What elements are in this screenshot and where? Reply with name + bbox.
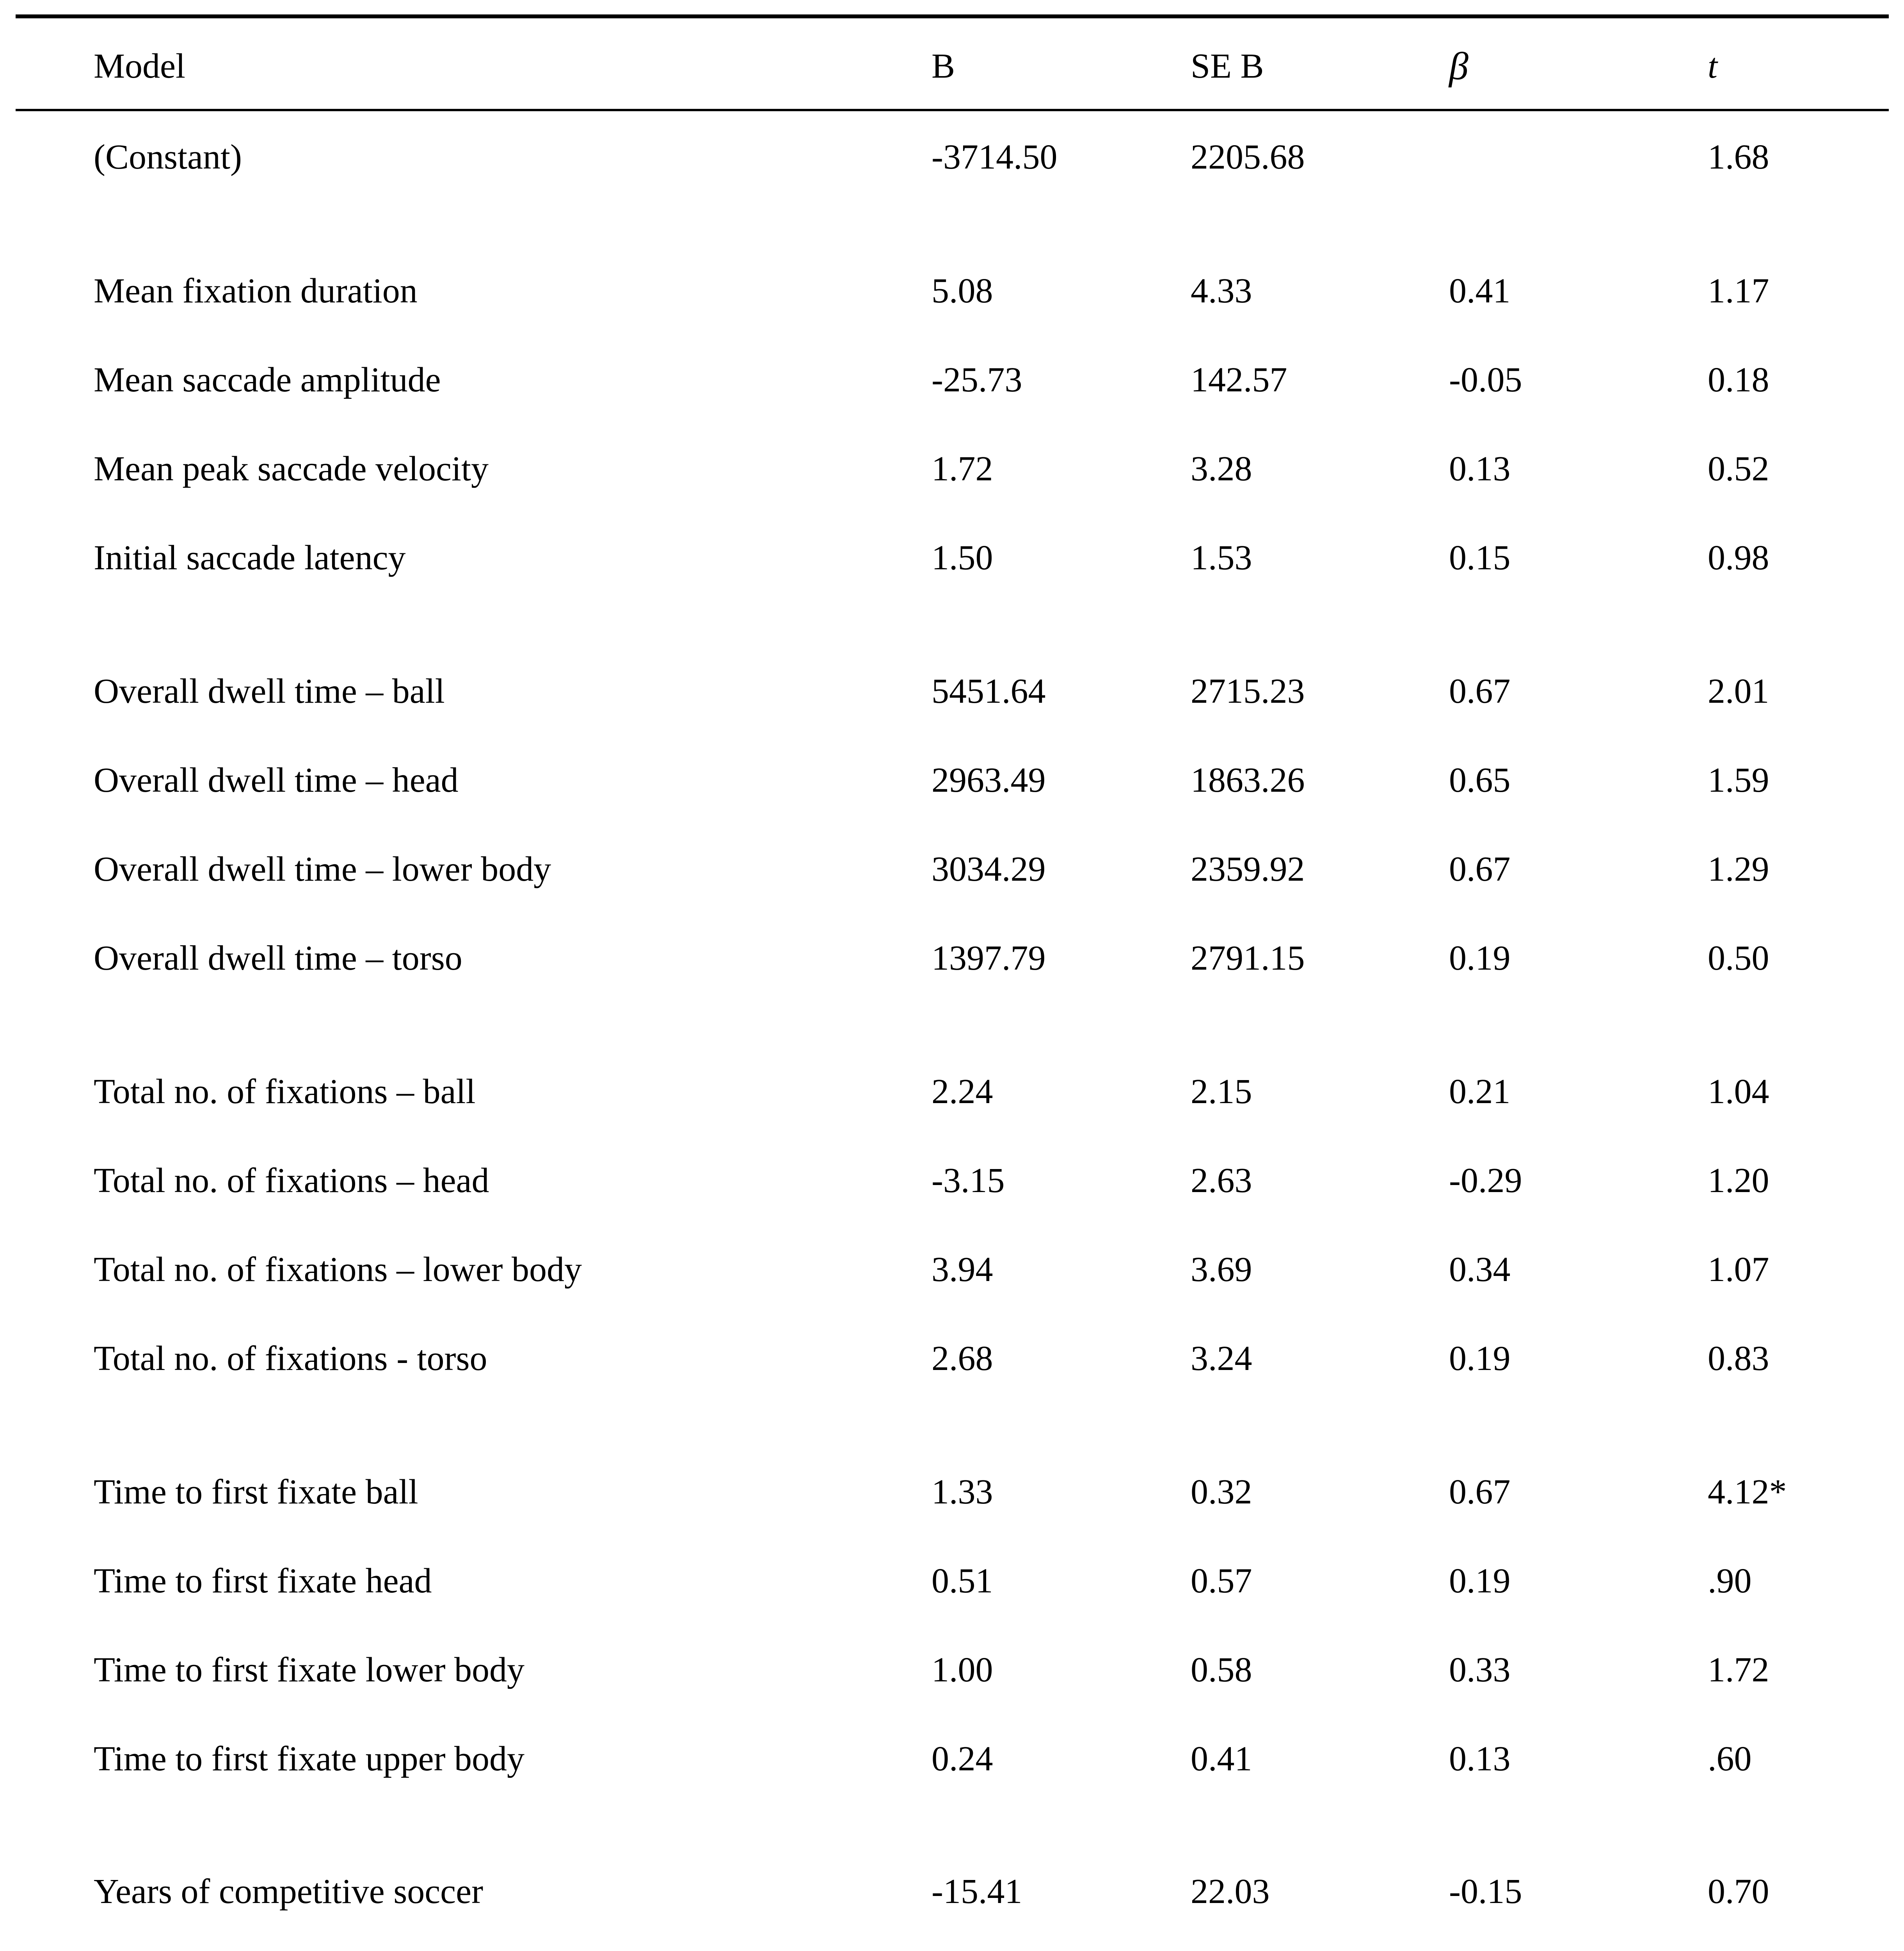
row-se-b: 3.24: [1191, 1339, 1252, 1378]
row-t: 0.70: [1708, 1872, 1769, 1911]
row-t: .90: [1708, 1562, 1752, 1600]
row-t: 1.20: [1708, 1161, 1769, 1200]
row-b: 1.33: [932, 1473, 993, 1511]
row-label: Total no. of fixations - torso: [94, 1339, 487, 1378]
row-label: Mean saccade amplitude: [94, 361, 441, 399]
row-beta: 0.19: [1449, 1562, 1511, 1600]
row-t: 0.83: [1708, 1339, 1769, 1378]
row-t: 1.68: [1708, 138, 1769, 176]
row-beta: 0.65: [1449, 761, 1511, 800]
row-beta: 0.19: [1449, 1339, 1511, 1378]
row-b: 0.51: [932, 1562, 993, 1600]
row-se-b: 0.32: [1191, 1473, 1252, 1511]
row-se-b: 2.63: [1191, 1161, 1252, 1200]
row-b: 3034.29: [932, 850, 1046, 888]
header-b: B: [932, 47, 955, 85]
row-beta: -0.05: [1449, 361, 1522, 399]
row-label: Mean fixation duration: [94, 272, 418, 310]
row-t: 1.59: [1708, 761, 1769, 800]
row-b: 2.68: [932, 1339, 993, 1378]
row-b: 2963.49: [932, 761, 1046, 800]
row-b: -3714.50: [932, 138, 1058, 176]
row-b: 5.08: [932, 272, 993, 310]
header-rule: [16, 109, 1889, 111]
row-label: Time to first fixate head: [94, 1562, 432, 1600]
row-beta: 0.67: [1449, 672, 1511, 711]
row-b: 1.50: [932, 538, 993, 577]
row-se-b: 22.03: [1191, 1872, 1270, 1911]
row-t: 1.72: [1708, 1651, 1769, 1689]
header-se-b: SE B: [1191, 47, 1264, 85]
row-b: 1397.79: [932, 939, 1046, 977]
row-se-b: 3.28: [1191, 450, 1252, 488]
row-label: Overall dwell time – torso: [94, 939, 462, 977]
row-b: 0.24: [932, 1740, 993, 1778]
row-beta: 0.34: [1449, 1250, 1511, 1289]
row-label: Time to first fixate ball: [94, 1473, 418, 1511]
header-t: t: [1708, 47, 1718, 85]
row-beta: 0.15: [1449, 538, 1511, 577]
row-beta: 0.41: [1449, 272, 1511, 310]
header-model: Model: [94, 47, 185, 85]
row-se-b: 2.15: [1191, 1072, 1252, 1111]
row-label: Mean peak saccade velocity: [94, 450, 489, 488]
row-se-b: 2205.68: [1191, 138, 1305, 176]
row-b: -3.15: [932, 1161, 1005, 1200]
row-label: Total no. of fixations – lower body: [94, 1250, 582, 1289]
row-b: 3.94: [932, 1250, 993, 1289]
row-se-b: 142.57: [1191, 361, 1287, 399]
row-t: 4.12*: [1708, 1473, 1787, 1511]
row-label: Overall dwell time – head: [94, 761, 459, 800]
row-b: -15.41: [932, 1872, 1022, 1911]
row-se-b: 1863.26: [1191, 761, 1305, 800]
table-top-rule: [16, 14, 1889, 18]
header-beta: β: [1449, 44, 1468, 88]
row-t: 1.29: [1708, 850, 1769, 888]
row-t: 0.98: [1708, 538, 1769, 577]
row-label: Initial saccade latency: [94, 538, 406, 577]
row-label: Time to first fixate lower body: [94, 1651, 525, 1689]
row-se-b: 1.53: [1191, 538, 1252, 577]
row-se-b: 2791.15: [1191, 939, 1305, 977]
row-t: 0.18: [1708, 361, 1769, 399]
row-label: Time to first fixate upper body: [94, 1740, 525, 1778]
row-b: 1.00: [932, 1651, 993, 1689]
row-b: 1.72: [932, 450, 993, 488]
row-se-b: 2359.92: [1191, 850, 1305, 888]
row-se-b: 3.69: [1191, 1250, 1252, 1289]
row-beta: 0.33: [1449, 1651, 1511, 1689]
row-label: (Constant): [94, 138, 242, 176]
row-t: 1.04: [1708, 1072, 1769, 1111]
row-label: Total no. of fixations – ball: [94, 1072, 476, 1111]
row-t: 1.07: [1708, 1250, 1769, 1289]
row-se-b: 2715.23: [1191, 672, 1305, 711]
row-beta: 0.13: [1449, 1740, 1511, 1778]
row-t: 0.50: [1708, 939, 1769, 977]
row-beta: 0.19: [1449, 939, 1511, 977]
row-beta: -0.15: [1449, 1872, 1522, 1911]
row-t: 0.52: [1708, 450, 1769, 488]
row-se-b: 0.57: [1191, 1562, 1252, 1600]
row-b: -25.73: [932, 361, 1022, 399]
row-label: Years of competitive soccer: [94, 1872, 484, 1911]
row-se-b: 0.58: [1191, 1651, 1252, 1689]
row-beta: 0.67: [1449, 850, 1511, 888]
row-se-b: 0.41: [1191, 1740, 1252, 1778]
row-label: Total no. of fixations – head: [94, 1161, 489, 1200]
row-label: Overall dwell time – ball: [94, 672, 445, 711]
row-t: 1.17: [1708, 272, 1769, 310]
row-t: .60: [1708, 1740, 1752, 1778]
row-beta: 0.13: [1449, 450, 1511, 488]
row-beta: 0.21: [1449, 1072, 1511, 1111]
row-beta: 0.67: [1449, 1473, 1511, 1511]
row-beta: -0.29: [1449, 1161, 1522, 1200]
row-t: 2.01: [1708, 672, 1769, 711]
row-b: 2.24: [932, 1072, 993, 1111]
row-label: Overall dwell time – lower body: [94, 850, 551, 888]
row-b: 5451.64: [932, 672, 1046, 711]
row-se-b: 4.33: [1191, 272, 1252, 310]
